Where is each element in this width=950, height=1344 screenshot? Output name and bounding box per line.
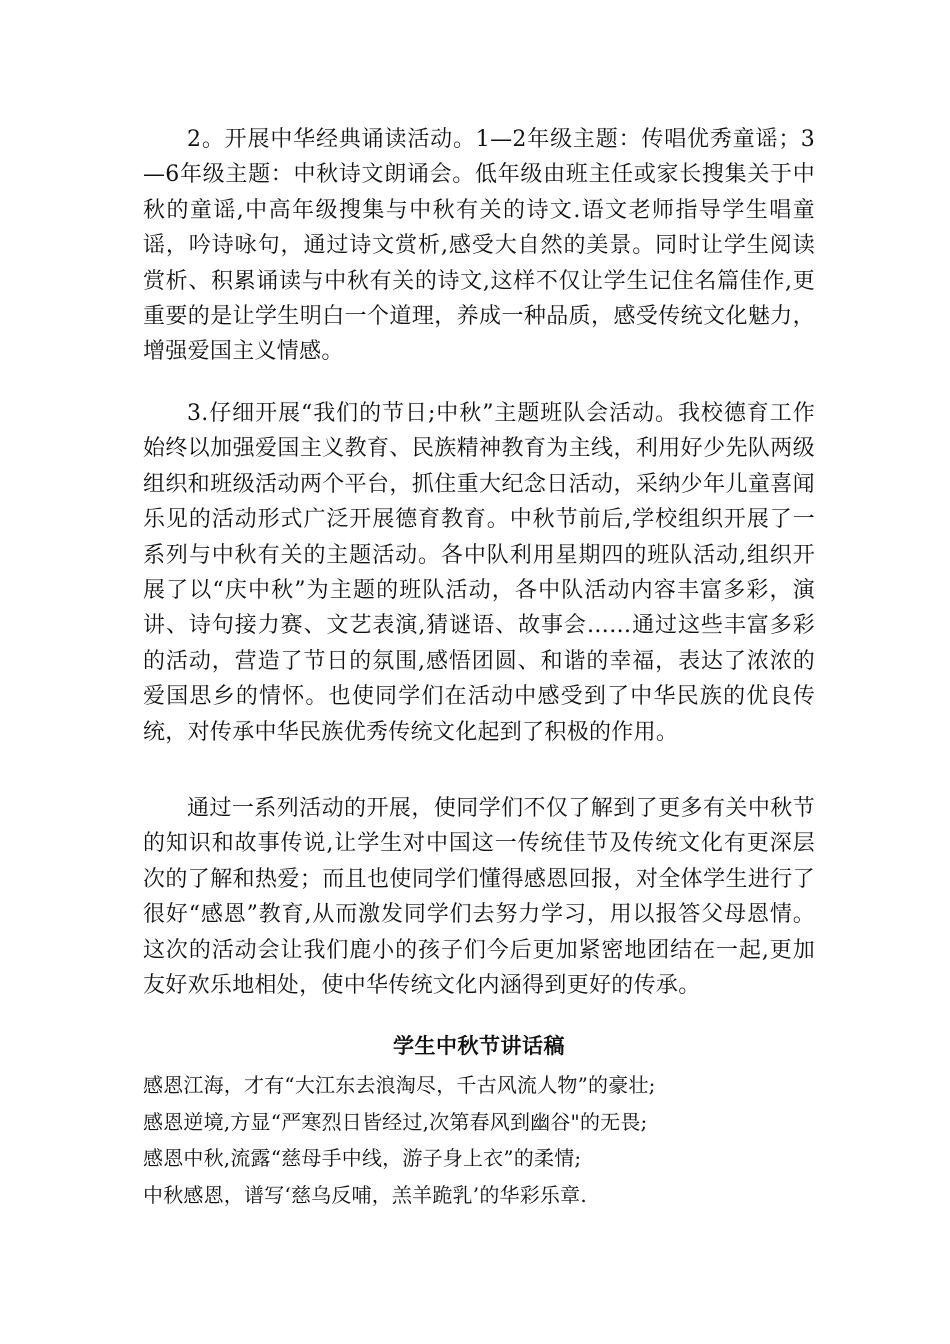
section-title: 学生中秋节讲话稿 (393, 1034, 565, 1058)
speech-line: 感恩中秋,流露“慈母手中线，游子身上衣”的柔情; (143, 1146, 582, 1170)
speech-lines (143, 1067, 823, 1213)
speech-line: 感恩江海，才有“大江东去浪淘尽，千古风流人物”的豪壮; (143, 1073, 656, 1097)
speech-line: 感恩逆境,方显“严寒烈日皆经过,次第春风到幽谷"的无畏; (143, 1109, 648, 1134)
paragraph-class-meeting: 3.仔细开展“我们的节日;中秋”主题班队会活动。我校德育工作始终以加强爱国主义教育、民族精神教育为主线，利用好少先队两级组织和班级活动两个平台，抓住重大纪念日活动，采纳少年儿童喜闻乐见的活动形式广泛开展德育教育。中秋节前后,学校组织开展了一系列与中秋有关的主题活动。各中队利用星期四的班队活动,组织开展了以“庆中秋”为主题的班队活动，各中队活动内容丰富多彩，演讲、诗句接力赛、文艺表演,猜谜语、故事会……通过这些丰富多彩的活动，营造了节日的氛围,感悟团圆、和谐的幸福，表达了浓浓的爱国思乡的情怀。也使同学们在活动中感受到了中华民族的优良传统，对传承中华民族优秀传统文化起到了积极的作用。 (143, 401, 815, 745)
speech-line: 中秋感恩，谱写‘慈乌反哺，羔羊跪乳’的华彩乐章. (143, 1182, 587, 1207)
paragraph-summary: 通过一系列活动的开展，使同学们不仅了解到了更多有关中秋节的知识和故事传说,让学生对中国这一传统佳节及传统文化有更深层次的了解和热爱；而且也使同学们懂得感恩回报，对全体学生进行了很好“感恩”教育,从而激发同学们去努力学习，用以报答父母恩情。这次的活动会让我们鹿小的孩子们今后更加紧密地团结在一起,更加友好欢乐地相处，使中华传统文化内涵得到更好的传承。 (143, 796, 815, 999)
paragraph-classic-reading: 2。开展中华经典诵读活动。1—2年级主题：传唱优秀童谣；3—6年级主题：中秋诗文朗诵会。低年级由班主任或家长搜集关于中秋的童谣,中高年级搜集与中秋有关的诗文.语文老师指导学生唱童谣，吟诗咏句，通过诗文赏析,感受大自然的美景。同时让学生阅读赏析、积累诵读与中秋有关的诗文,这样不仅让学生记住名篇佳作,更重要的是让学生明白一个道理，养成一种品质，感受传统文化魅力，增强爱国主义情感。 (143, 127, 815, 365)
